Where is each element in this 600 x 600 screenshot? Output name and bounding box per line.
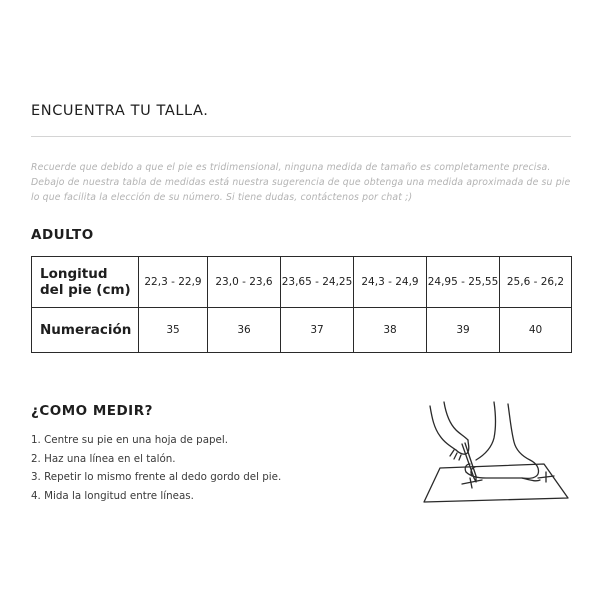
measure-step: 1. Centre su pie en una hoja de papel. (31, 434, 229, 446)
disclaimer-note: Recuerde que debido a que el pie es tridimensional, ninguna medida de tamaño es completamente precisa. Debajo de nuestra tabla de medidas está nuestra sugerencia de que obtenga una medida aproximada de su pie lo que facilita la elección de su número. Si tiene dudas, contáctenos por chat ;) (31, 162, 571, 203)
size-number-header: Numeración (32, 308, 139, 353)
divider (31, 136, 571, 137)
foot-measuring-illustration-icon (410, 398, 575, 510)
foot-length-header (32, 257, 139, 308)
how-to-measure-title: ¿COMO MEDIR? (31, 403, 153, 419)
length-cell: 23,0 - 23,6 (208, 257, 281, 308)
foot-length-row (32, 257, 572, 308)
page-title: ENCUENTRA TU TALLA. (31, 103, 209, 119)
size-cell: 36 (208, 308, 281, 353)
measure-step: 3. Repetir lo mismo frente al dedo gordo del pie. (31, 471, 282, 483)
size-cell: 40 (500, 308, 572, 353)
size-chart-title: ADULTO (31, 227, 94, 243)
size-cell: 37 (281, 308, 354, 353)
size-chart-table (31, 256, 572, 353)
length-cell: 24,95 - 25,55 (427, 257, 500, 308)
size-cell: 38 (354, 308, 427, 353)
foot-length-label-line1: Longitud (40, 266, 108, 282)
size-cell: 39 (427, 308, 500, 353)
measure-step: 4. Mida la longitud entre líneas. (31, 489, 194, 502)
length-cell: 22,3 - 22,9 (139, 257, 208, 308)
measure-steps-list (31, 431, 281, 505)
size-number-row (32, 308, 572, 353)
length-cell: 25,6 - 26,2 (500, 257, 572, 308)
length-cell: 23,65 - 24,25 (281, 257, 354, 308)
foot-length-label-line2: del pie (cm) (40, 282, 131, 298)
measure-step: 2. Haz una línea en el talón. (31, 452, 176, 465)
length-cell: 24,3 - 24,9 (354, 257, 427, 308)
size-cell: 35 (139, 308, 208, 353)
